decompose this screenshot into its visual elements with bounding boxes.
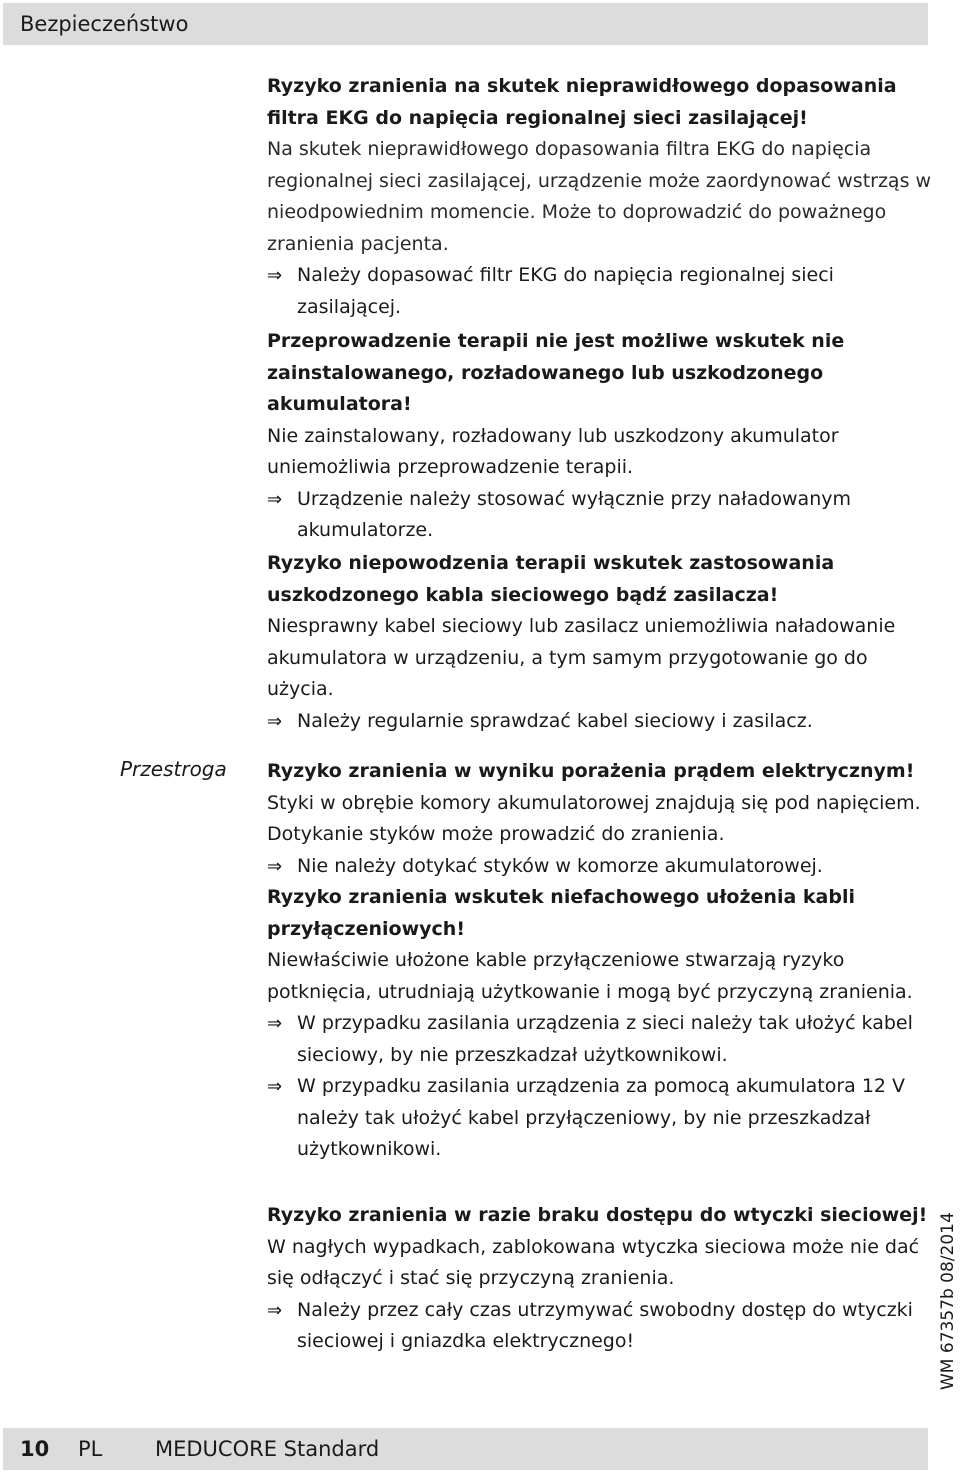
warning-body: Niesprawny kabel sieciowy lub zasilacz uniemożliwia naładowanie akumulatora w urządzeniu, a tym samym przygotowanie go do użycia. (267, 615, 896, 700)
warning-heading: Ryzyko niepowodzenia terapii wskutek zastosowania uszkodzonego kabla sieciowego bądź zasilacza! (267, 552, 835, 606)
action-text: W przypadku zasilania urządzenia z sieci należy tak ułożyć kabel sieciowy, by nie przeszkadzał użytkownikowi. (297, 1012, 913, 1066)
warning-block-ecg-filter (267, 71, 937, 323)
warning-block-cable-routing (267, 882, 937, 1166)
warning-heading: Ryzyko zranienia w razie braku dostępu do wtyczki sieciowej! (267, 1204, 928, 1226)
action-item (267, 706, 937, 738)
language-code: PL (78, 1437, 103, 1461)
arrow-right-icon: ⇒ (267, 1299, 283, 1321)
page-number: 10 (20, 1437, 50, 1461)
action-text: W przypadku zasilania urządzenia za pomocą akumulatora 12 V należy tak ułożyć kabel przyłączeniowy, by nie przeszkadzał użytkownikowi. (297, 1075, 906, 1160)
arrow-right-icon: ⇒ (267, 1013, 283, 1034)
arrow-right-icon: ⇒ (267, 855, 283, 877)
caution-label: Przestroga (120, 757, 227, 781)
arrow-right-icon: ⇒ (267, 265, 283, 286)
warning-heading: Przeprowadzenie terapii nie jest możliwe wskutek nie zainstalowanego, rozładowanego lub uszkodzonego akumulatora! (267, 330, 845, 415)
warning-block-power-cable (267, 548, 937, 737)
action-text: Należy dopasować filtr EKG do napięcia regionalnej sieci zasilającej. (297, 264, 834, 318)
action-item (267, 1008, 937, 1071)
action-item (267, 851, 937, 883)
action-item (267, 260, 937, 323)
document-code: WM 67357b 08/2014 (938, 1212, 958, 1390)
warning-body: Niewłaściwie ułożone kable przyłączeniowe stwarzają ryzyko potknięcia, utrudniają użytkowanie i mogą być przyczyną zranienia. (267, 949, 913, 1003)
action-item (267, 484, 937, 547)
warning-block-plug-access (267, 1200, 937, 1358)
arrow-right-icon: ⇒ (267, 488, 283, 510)
action-text: Należy przez cały czas utrzymywać swobodny dostęp do wtyczki sieciowej i gniazdka elektrycznego! (297, 1298, 913, 1352)
section-title: Bezpieczeństwo (20, 12, 189, 36)
warning-body: Na skutek nieprawidłowego dopasowania filtra EKG do napięcia regionalnej sieci zasilającej, urządzenie może zaordynować wstrząs w nieodpowiednim momencie. Może to doprowadzić do poważnego zranienia pacjenta. (267, 138, 932, 255)
warning-heading: Ryzyko zranienia wskutek niefachowego ułożenia kabli przyłączeniowych! (267, 886, 855, 940)
action-item (267, 1071, 937, 1166)
arrow-right-icon: ⇒ (267, 710, 283, 732)
warning-body: W nagłych wypadkach, zablokowana wtyczka sieciowa może nie dać się odłączyć i stać się przyczyną zranienia. (267, 1235, 920, 1289)
product-name: MEDUCORE Standard (155, 1437, 380, 1461)
warning-block-electric-shock (267, 756, 937, 882)
arrow-right-icon: ⇒ (267, 1076, 283, 1097)
page-footer (3, 1428, 928, 1470)
warning-body: Nie zainstalowany, rozładowany lub uszkodzony akumulator uniemożliwia przeprowadzenie terapii. (267, 424, 839, 478)
section-header (3, 3, 928, 45)
warning-block-battery (267, 326, 937, 547)
action-item (267, 1295, 937, 1358)
warning-heading: Ryzyko zranienia w wyniku porażenia prądem elektrycznym! (267, 760, 915, 782)
warning-heading: Ryzyko zranienia na skutek nieprawidłowego dopasowania filtra EKG do napięcia regionalnej sieci zasilającej! (267, 75, 897, 129)
warning-body: Styki w obrębie komory akumulatorowej znajdują się pod napięciem. Dotykanie styków może prowadzić do zranienia. (267, 791, 921, 845)
action-text: Urządzenie należy stosować wyłącznie przy naładowanym akumulatorze. (297, 487, 851, 541)
action-text: Nie należy dotykać styków w komorze akumulatorowej. (297, 854, 823, 877)
action-text: Należy regularnie sprawdzać kabel sieciowy i zasilacz. (297, 709, 813, 732)
